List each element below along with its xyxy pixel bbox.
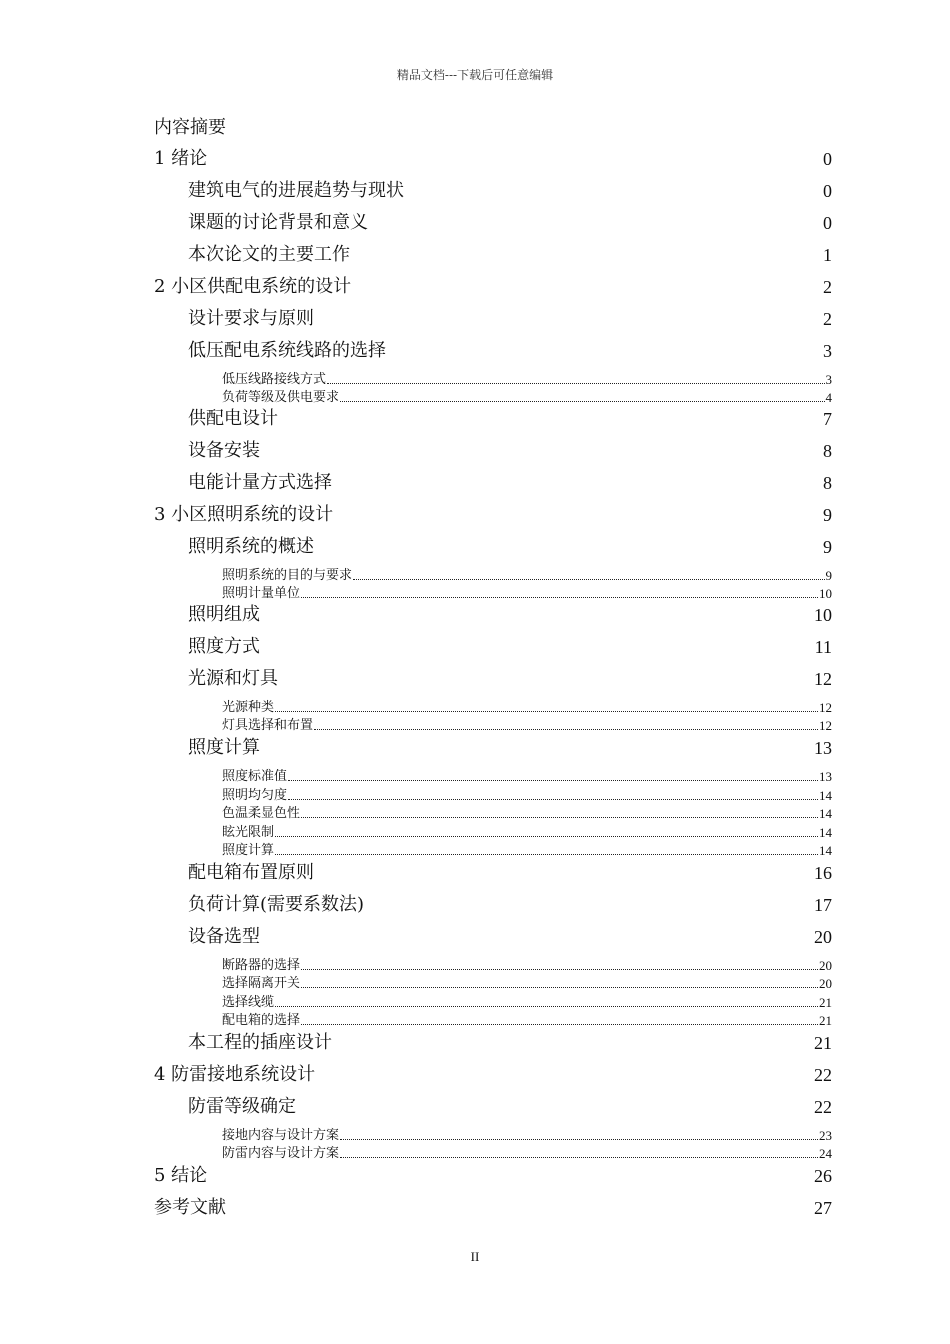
toc-label: 设备选型 (188, 926, 260, 947)
toc-page-number: 7 (823, 409, 832, 429)
dot-leader (301, 817, 818, 818)
toc-label: 照明系统的目的与要求 (222, 568, 353, 583)
toc-entry[interactable] (0, 340, 950, 362)
toc-label: 设备安装 (188, 440, 260, 461)
toc-entry[interactable] (0, 1064, 950, 1086)
toc-label: 低压配电系统线路的选择 (188, 340, 386, 361)
toc-entry[interactable] (0, 604, 950, 626)
dot-leader (275, 836, 818, 837)
toc-label: 2 小区供配电系统的设计 (154, 276, 352, 297)
toc-label: 接地内容与设计方案 (222, 1128, 340, 1143)
toc-label: 光源和灯具 (188, 668, 278, 689)
toc-label: 5 结论 (154, 1165, 208, 1186)
toc-entry[interactable] (0, 1012, 950, 1029)
toc-page-number: 9 (825, 568, 832, 583)
toc-entry[interactable] (0, 668, 950, 690)
toc-entry[interactable] (0, 787, 950, 804)
toc-page-number: 12 (819, 718, 832, 733)
toc-entry[interactable] (0, 371, 950, 388)
toc-entry[interactable] (0, 1032, 950, 1054)
toc-entry[interactable] (0, 1127, 950, 1144)
toc-entry[interactable] (0, 408, 950, 430)
toc-page-number: 21 (814, 1033, 832, 1053)
dot-leader (327, 383, 824, 384)
toc-page-number: 22 (814, 1065, 832, 1085)
toc-page-number: 13 (814, 738, 832, 758)
toc-label: 灯具选择和布置 (222, 718, 314, 733)
dot-leader (340, 1139, 818, 1140)
toc-label: 课题的讨论背景和意义 (188, 212, 368, 233)
dot-leader (301, 969, 818, 970)
toc-page-number: 9 (823, 537, 832, 557)
toc-entry[interactable] (0, 824, 950, 841)
toc-label: 防雷内容与设计方案 (222, 1146, 340, 1161)
toc-page-number: 3 (825, 372, 832, 387)
toc-entry[interactable] (0, 957, 950, 974)
page-header: 精品文档---下载后可任意编辑 (396, 68, 554, 82)
toc-label: 照度方式 (188, 636, 260, 657)
toc-label: 照明组成 (188, 604, 260, 625)
toc-entry[interactable] (0, 585, 950, 602)
toc-page-number: 13 (819, 769, 832, 784)
toc-page-number: 12 (819, 700, 832, 715)
toc-label: 3 小区照明系统的设计 (154, 504, 334, 525)
toc-page-number: 0 (823, 149, 832, 169)
toc-label: 眩光限制 (222, 825, 275, 840)
toc-entry[interactable] (0, 1096, 950, 1118)
toc-page-number: 8 (823, 441, 832, 461)
toc-entry[interactable] (0, 308, 950, 330)
toc-label: 选择线缆 (222, 995, 275, 1010)
toc-entry[interactable] (0, 1197, 950, 1219)
dot-leader (301, 597, 818, 598)
toc-page-number: 22 (814, 1097, 832, 1117)
toc-label: 本次论文的主要工作 (188, 244, 350, 265)
toc-entry[interactable] (0, 717, 950, 734)
toc-label: 负荷计算(需要系数法) (188, 894, 365, 915)
toc-label: 参考文献 (154, 1197, 226, 1218)
toc-entry[interactable] (0, 1165, 950, 1187)
dot-leader (301, 987, 818, 988)
toc-page-number: 8 (823, 473, 832, 493)
toc-page-number: 10 (819, 586, 832, 601)
toc-page-number: 2 (823, 277, 832, 297)
toc-label: 防雷等级确定 (188, 1096, 296, 1117)
toc-entry[interactable] (0, 994, 950, 1011)
toc-entry[interactable] (0, 737, 950, 759)
toc-entry[interactable] (0, 636, 950, 658)
toc-entry[interactable] (0, 699, 950, 716)
dot-leader (340, 401, 824, 402)
toc-label: 照度计算 (188, 737, 260, 758)
toc-label: 建筑电气的进展趋势与现状 (188, 180, 404, 201)
dot-leader (301, 1024, 818, 1025)
toc-label: 供配电设计 (188, 408, 278, 429)
toc-label: 低压线路接线方式 (222, 372, 327, 387)
toc-entry[interactable] (0, 894, 950, 916)
toc-page-number: 10 (814, 605, 832, 625)
toc-label: 色温柔显色性 (222, 806, 301, 821)
dot-leader (314, 729, 818, 730)
toc-entry[interactable] (0, 389, 950, 406)
toc-page-number: 26 (814, 1166, 832, 1186)
toc-page-number: 14 (819, 806, 832, 821)
toc-entry[interactable] (0, 117, 950, 139)
toc-entry[interactable] (0, 504, 950, 526)
toc-label: 选择隔离开关 (222, 976, 301, 991)
toc-label: 照度计算 (222, 843, 275, 858)
toc-entry[interactable] (0, 926, 950, 948)
toc-page-number: 23 (819, 1128, 832, 1143)
dot-leader (288, 780, 818, 781)
toc-label: 电能计量方式选择 (188, 472, 332, 493)
toc-page-number: 0 (823, 213, 832, 233)
toc-label: 4 防雷接地系统设计 (154, 1064, 316, 1085)
toc-page-number: 21 (819, 1013, 832, 1028)
toc-entry[interactable] (0, 148, 950, 170)
dot-leader (275, 854, 818, 855)
toc-page-number: 0 (823, 181, 832, 201)
toc-entry[interactable] (0, 212, 950, 234)
toc-entry[interactable] (0, 862, 950, 884)
toc-page-number: 20 (819, 976, 832, 991)
toc-label: 配电箱的选择 (222, 1013, 301, 1028)
toc-entry[interactable] (0, 472, 950, 494)
toc-page-number: 14 (819, 825, 832, 840)
toc-page-number: 12 (814, 669, 832, 689)
page-footer-number: II (470, 1249, 480, 1264)
toc-entry[interactable] (0, 975, 950, 992)
toc-label: 内容摘要 (154, 117, 226, 138)
toc-page-number: 24 (819, 1146, 832, 1161)
toc-entry[interactable] (0, 842, 950, 859)
toc-page-number: 16 (814, 863, 832, 883)
toc-label: 本工程的插座设计 (188, 1032, 332, 1053)
toc-label: 照明计量单位 (222, 586, 301, 601)
toc-page-number: 2 (823, 309, 832, 329)
toc-entry[interactable] (0, 805, 950, 822)
toc-label: 照度标准值 (222, 769, 288, 784)
toc-label: 断路器的选择 (222, 958, 301, 973)
toc-label: 设计要求与原则 (188, 308, 314, 329)
toc-label: 照明系统的概述 (188, 536, 314, 557)
toc-label: 配电箱布置原则 (188, 862, 314, 883)
toc-page-number: 1 (823, 245, 832, 265)
toc-entry[interactable] (0, 1145, 950, 1162)
toc-label: 负荷等级及供电要求 (222, 390, 340, 405)
dot-leader (288, 799, 818, 800)
toc-page-number: 11 (814, 637, 832, 657)
toc-page-number: 3 (823, 341, 832, 361)
toc-page-number: 20 (814, 927, 832, 947)
toc-entry[interactable] (0, 180, 950, 202)
toc-entry[interactable] (0, 536, 950, 558)
toc-page-number: 21 (819, 995, 832, 1010)
toc-entry[interactable] (0, 244, 950, 266)
toc-page-number: 14 (819, 843, 832, 858)
dot-leader (353, 579, 824, 580)
toc-page-number: 27 (814, 1198, 832, 1218)
toc-entry[interactable] (0, 276, 950, 298)
dot-leader (275, 711, 818, 712)
toc-page-number: 4 (825, 390, 832, 405)
dot-leader (340, 1157, 818, 1158)
toc-page-number: 14 (819, 788, 832, 803)
toc-label: 光源种类 (222, 700, 275, 715)
toc-page-number: 17 (814, 895, 832, 915)
toc-entry[interactable] (0, 768, 950, 785)
toc-label: 1 绪论 (154, 148, 208, 169)
toc-page-number: 9 (823, 505, 832, 525)
toc-label: 照明均匀度 (222, 788, 288, 803)
toc-entry[interactable] (0, 567, 950, 584)
toc-page-number: 20 (819, 958, 832, 973)
toc-entry[interactable] (0, 440, 950, 462)
dot-leader (275, 1006, 818, 1007)
